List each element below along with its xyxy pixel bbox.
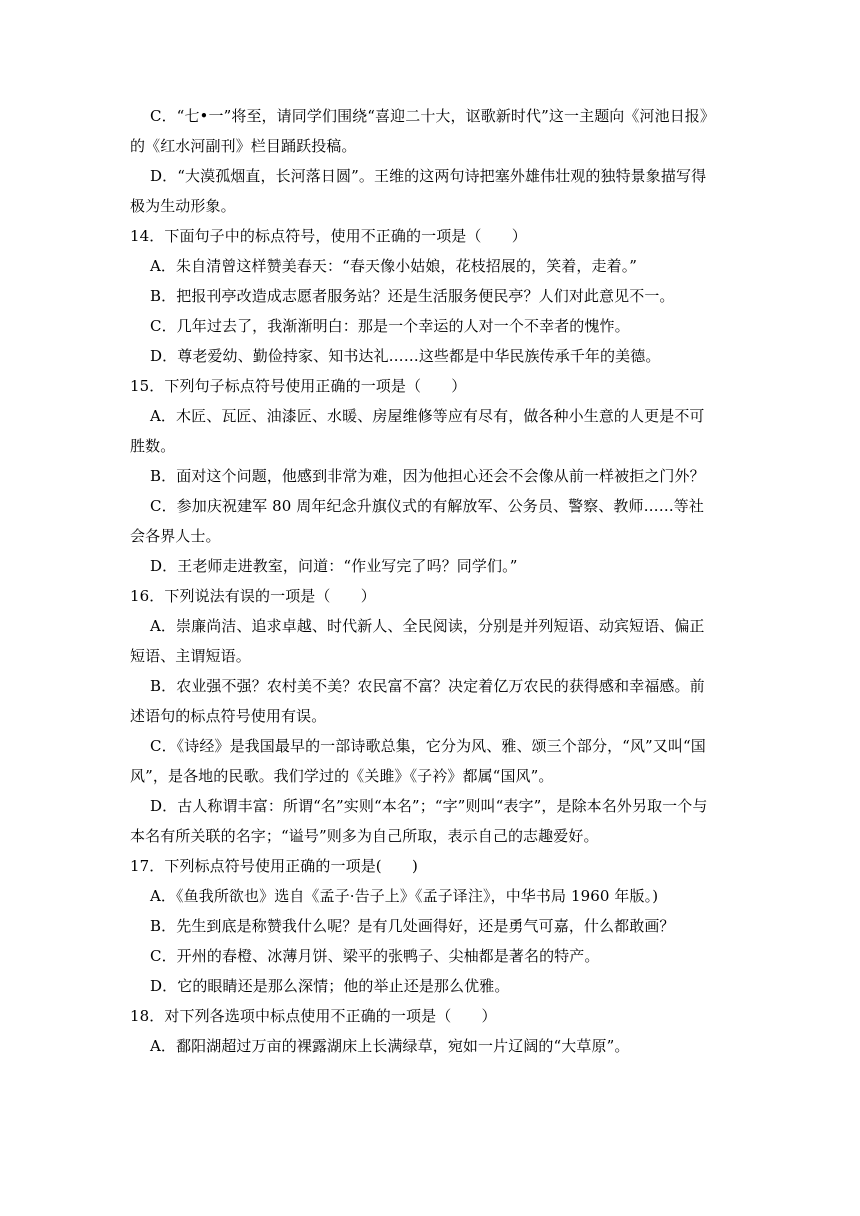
question-stem: 18．对下列各选项中标点使用不正确的一项是（ ） bbox=[130, 1007, 497, 1025]
answer-option: B．面对这个问题，他感到非常为难，因为他担心还会不会像从前一样被拒之门外？ bbox=[150, 467, 705, 485]
question-stem: 17．下列标点符号使用正确的一项是( ) bbox=[130, 857, 418, 875]
answer-option: B．先生到底是称赞我什么呢？是有几处画得好，还是勇气可嘉，什么都敢画？ bbox=[150, 917, 675, 935]
text-continuation: 风”，是各地的民歌。我们学过的《关雎》《子衿》都属“国风”。 bbox=[130, 767, 554, 785]
text-continuation: 的《红水河副刊》栏目踊跃投稿。 bbox=[130, 137, 357, 155]
answer-option: C．几年过去了，我渐渐明白：那是一个幸运的人对一个不幸者的愧怍。 bbox=[150, 317, 630, 335]
answer-option: C．“七•一”将至，请同学们围绕“喜迎二十大，讴歌新时代”这一主题向《河池日报》 bbox=[150, 107, 716, 125]
question-stem: 14．下面句子中的标点符号，使用不正确的一项是（ ） bbox=[130, 227, 527, 245]
answer-option: A．朱自清曾这样赞美春天：“春天像小姑娘，花枝招展的，笑着，走着。” bbox=[150, 257, 638, 275]
answer-option: C．参加庆祝建军 80 周年纪念升旗仪式的有解放军、公务员、警察、教师……等社 bbox=[150, 497, 705, 515]
text-continuation: 本名有所关联的名字；“谥号”则多为自己所取，表示自己的志趣爱好。 bbox=[130, 827, 599, 845]
text-continuation: 述语句的标点符号使用有误。 bbox=[130, 707, 327, 725]
text-continuation: 胜数。 bbox=[130, 437, 176, 455]
text-continuation: 会各界人士。 bbox=[130, 527, 221, 545]
answer-option: C．《诗经》是我国最早的一部诗歌总集，它分为风、雅、颂三个部分，“风”又叫“国 bbox=[150, 737, 706, 755]
text-continuation: 极为生动形象。 bbox=[130, 197, 236, 215]
answer-option: A．《鱼我所欲也》选自《孟子·告子上》《孟子译注》，中华书局 1960 年版。) bbox=[150, 887, 659, 905]
question-text-block bbox=[130, 101, 730, 1061]
answer-option: A．崇廉尚洁、追求卓越、时代新人、全民阅读，分别是并列短语、动宾短语、偏正 bbox=[150, 617, 705, 635]
answer-option: D．它的眼睛还是那么深情；他的举止还是那么优雅。 bbox=[150, 977, 510, 995]
question-stem: 16．下列说法有误的一项是（ ） bbox=[130, 587, 376, 605]
answer-option: B．农业强不强？农村美不美？农民富不富？决定着亿万农民的获得感和幸福感。前 bbox=[150, 677, 705, 695]
answer-option: D．古人称谓丰富：所谓“名”实则“本名”；“字”则叫“表字”，是除本名外另取一个与 bbox=[150, 797, 708, 815]
answer-option: D．“大漠孤烟直，长河落日圆”。王维的这两句诗把塞外雄伟壮观的独特景象描写得 bbox=[150, 167, 707, 185]
answer-option: C．开州的春橙、冰薄月饼、梁平的张鸭子、尖柚都是著名的特产。 bbox=[150, 947, 600, 965]
question-stem: 15．下列句子标点符号使用正确的一项是（ ） bbox=[130, 377, 467, 395]
text-continuation: 短语、主谓短语。 bbox=[130, 647, 251, 665]
answer-option: B．把报刊亭改造成志愿者服务站？还是生活服务便民亭？人们对此意见不一。 bbox=[150, 287, 675, 305]
answer-option: D．王老师走进教室，问道：“作业写完了吗？同学们。” bbox=[150, 557, 518, 575]
answer-option: D．尊老爱幼、勤俭持家、知书达礼……这些都是中华民族传承千年的美德。 bbox=[150, 347, 661, 365]
answer-option: A．木匠、瓦匠、油漆匠、水暖、房屋维修等应有尽有，做各种小生意的人更是不可 bbox=[150, 407, 705, 425]
answer-option: A．鄱阳湖超过万亩的裸露湖床上长满绿草，宛如一片辽阔的“大草原”。 bbox=[150, 1037, 630, 1055]
